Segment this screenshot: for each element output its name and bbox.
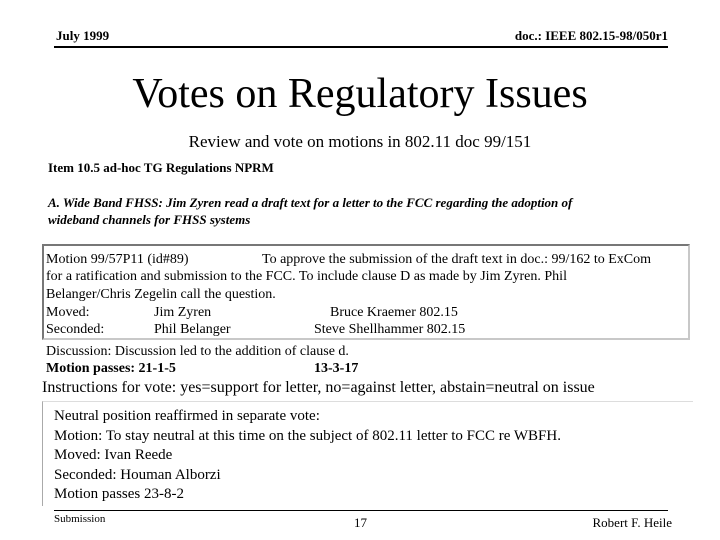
footer-author: Robert F. Heile bbox=[592, 515, 672, 530]
moved-by: Jim Zyren bbox=[154, 305, 212, 320]
header-divider bbox=[54, 46, 668, 48]
footer-divider bbox=[54, 510, 668, 511]
motion-text-3: Belanger/Chris Zegelin call the question. bbox=[46, 287, 276, 302]
motion-id: Motion 99/57P11 (id#89) bbox=[46, 252, 189, 267]
neutral-vote-text bbox=[54, 407, 561, 505]
item-heading: Item 10.5 ad-hoc TG Regulations NPRM bbox=[48, 160, 274, 175]
neutral-line: Motion passes 23-8-2 bbox=[54, 486, 184, 502]
neutral-line: Motion: To stay neutral at this time on the subject of 802.11 letter to FCC re WBFH. bbox=[54, 427, 561, 444]
seconded-other: Steve Shellhammer 802.15 bbox=[314, 322, 466, 337]
slide-title: Votes on Regulatory Issues bbox=[132, 71, 588, 117]
motion-text-1: To approve the submission of the draft text in doc.: 99/162 to ExCom bbox=[262, 252, 652, 267]
neutral-line: Seconded: Houman Alborzi bbox=[54, 466, 221, 483]
page-number: 17 bbox=[354, 515, 367, 530]
motion-passes: Motion passes: 21-1-5 bbox=[46, 361, 176, 376]
header-date: July 1999 bbox=[56, 28, 110, 43]
motion-passes-other: 13-3-17 bbox=[314, 361, 359, 376]
footer-submission: Submission bbox=[54, 513, 106, 525]
header-doc-id: doc.: IEEE 802.15-98/050r1 bbox=[514, 28, 668, 43]
neutral-line: Moved: Ivan Reede bbox=[54, 447, 173, 463]
neutral-line: Neutral position reaffirmed in separate vote: bbox=[54, 408, 320, 424]
moved-label: Moved: bbox=[46, 305, 90, 320]
section-a-line-2: wideband channels for FHSS systems bbox=[48, 212, 251, 227]
seconded-by: Phil Belanger bbox=[154, 322, 231, 337]
section-a bbox=[48, 194, 688, 228]
seconded-label: Seconded: bbox=[46, 322, 105, 337]
slide-subtitle: Review and vote on motions in 802.11 doc 99/151 bbox=[188, 132, 532, 151]
motion-text-2: for a ratification and submission to the FCC. To include clause D as made by Jim Zyren. Phil bbox=[46, 269, 567, 284]
discussion: Discussion: Discussion led to the addition of clause d. bbox=[46, 344, 349, 359]
section-a-line-1: A. Wide Band FHSS: Jim Zyren read a draft text for a letter to the FCC regarding the adoption of bbox=[48, 195, 573, 210]
vote-instructions: Instructions for vote: yes=support for letter, no=against letter, abstain=neutral on issue bbox=[42, 379, 595, 396]
moved-other: Bruce Kraemer 802.15 bbox=[330, 305, 458, 320]
